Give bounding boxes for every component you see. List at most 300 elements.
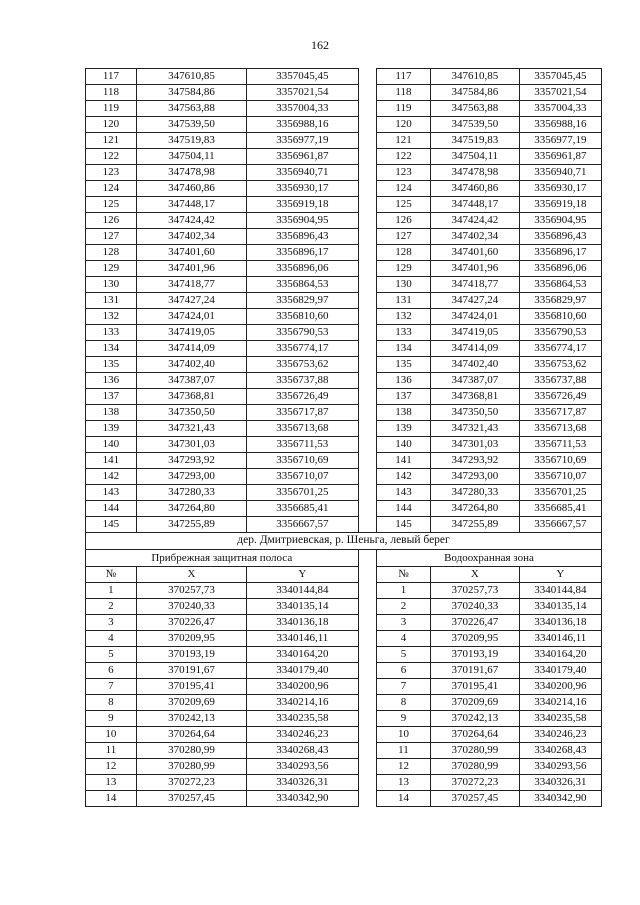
page-number: 162 <box>311 38 329 52</box>
point-number-cell: 7 <box>86 679 137 695</box>
point-number-cell: 14 <box>376 791 430 807</box>
x-coordinate-cell: 370272,23 <box>431 775 520 791</box>
y-coordinate-cell: 3356717,87 <box>247 405 358 421</box>
column-gap <box>358 181 376 197</box>
column-gap <box>358 213 376 229</box>
section-title: дер. Дмитриевская, р. Шеньга, левый берег <box>86 533 602 550</box>
x-coordinate-cell: 347448,17 <box>136 197 246 213</box>
point-number-cell: 133 <box>376 325 430 341</box>
x-coordinate-cell: 370280,99 <box>136 759 246 775</box>
x-coordinate-cell: 370242,13 <box>136 711 246 727</box>
point-number-cell: 132 <box>86 309 137 325</box>
column-gap <box>358 229 376 245</box>
y-coordinate-cell: 3356961,87 <box>247 149 358 165</box>
column-gap <box>358 485 376 501</box>
y-coordinate-cell: 3340342,90 <box>247 791 358 807</box>
x-coordinate-cell: 347424,01 <box>431 309 520 325</box>
point-number-cell: 133 <box>86 325 137 341</box>
x-coordinate-cell: 347519,83 <box>136 133 246 149</box>
x-coordinate-cell: 347419,05 <box>136 325 246 341</box>
point-number-cell: 120 <box>86 117 137 133</box>
x-coordinate-cell: 370209,95 <box>136 631 246 647</box>
x-coordinate-cell: 347504,11 <box>431 149 520 165</box>
table-row <box>86 373 602 389</box>
point-number-cell: 144 <box>376 501 430 517</box>
y-coordinate-cell: 3357004,33 <box>247 101 358 117</box>
table-row <box>86 117 602 133</box>
y-coordinate-cell: 3340146,11 <box>519 631 601 647</box>
y-coordinate-cell: 3356667,57 <box>247 517 358 533</box>
y-coordinate-cell: 3356753,62 <box>247 357 358 373</box>
y-coordinate-cell: 3356940,71 <box>519 165 601 181</box>
x-coordinate-cell: 347460,86 <box>431 181 520 197</box>
x-coordinate-cell: 347539,50 <box>431 117 520 133</box>
x-coordinate-cell: 347402,34 <box>431 229 520 245</box>
table-row <box>86 261 602 277</box>
y-coordinate-cell: 3356711,53 <box>247 437 358 453</box>
table-row <box>86 583 602 599</box>
column-gap <box>358 631 376 647</box>
header-x-right: X <box>431 567 520 583</box>
column-gap <box>358 101 376 117</box>
point-number-cell: 10 <box>86 727 137 743</box>
y-coordinate-cell: 3340214,16 <box>519 695 601 711</box>
x-coordinate-cell: 347414,09 <box>431 341 520 357</box>
left-zone-title: Прибрежная защитная полоса <box>86 550 359 567</box>
point-number-cell: 6 <box>376 663 430 679</box>
y-coordinate-cell: 3356919,18 <box>247 197 358 213</box>
y-coordinate-cell: 3356988,16 <box>247 117 358 133</box>
y-coordinate-cell: 3356896,06 <box>247 261 358 277</box>
point-number-cell: 129 <box>376 261 430 277</box>
table-row <box>86 743 602 759</box>
x-coordinate-cell: 347427,24 <box>431 293 520 309</box>
x-coordinate-cell: 347255,89 <box>136 517 246 533</box>
point-number-cell: 123 <box>86 165 137 181</box>
table-row <box>86 695 602 711</box>
y-coordinate-cell: 3356904,95 <box>519 213 601 229</box>
header-y-left: Y <box>247 567 358 583</box>
point-number-cell: 5 <box>86 647 137 663</box>
table-row <box>86 389 602 405</box>
column-gap <box>358 517 376 533</box>
table-row <box>86 599 602 615</box>
point-number-cell: 139 <box>86 421 137 437</box>
y-coordinate-cell: 3356896,17 <box>247 245 358 261</box>
column-gap <box>358 277 376 293</box>
x-coordinate-cell: 370226,47 <box>431 615 520 631</box>
y-coordinate-cell: 3356930,17 <box>519 181 601 197</box>
column-gap <box>358 453 376 469</box>
y-coordinate-cell: 3356829,97 <box>247 293 358 309</box>
point-number-cell: 138 <box>376 405 430 421</box>
x-coordinate-cell: 347321,43 <box>431 421 520 437</box>
table-row <box>86 293 602 309</box>
y-coordinate-cell: 3357021,54 <box>247 85 358 101</box>
point-number-cell: 135 <box>376 357 430 373</box>
x-coordinate-cell: 347402,40 <box>431 357 520 373</box>
point-number-cell: 122 <box>86 149 137 165</box>
x-coordinate-cell: 370209,69 <box>136 695 246 711</box>
y-coordinate-cell: 3340268,43 <box>519 743 601 759</box>
y-coordinate-cell: 3356790,53 <box>519 325 601 341</box>
column-gap <box>358 711 376 727</box>
x-coordinate-cell: 347368,81 <box>136 389 246 405</box>
point-number-cell: 5 <box>376 647 430 663</box>
y-coordinate-cell: 3340342,90 <box>519 791 601 807</box>
point-number-cell: 14 <box>86 791 137 807</box>
y-coordinate-cell: 3340144,84 <box>247 583 358 599</box>
y-coordinate-cell: 3340235,58 <box>519 711 601 727</box>
x-coordinate-cell: 347368,81 <box>431 389 520 405</box>
y-coordinate-cell: 3356774,17 <box>519 341 601 357</box>
column-gap <box>358 325 376 341</box>
column-gap <box>358 583 376 599</box>
point-number-cell: 121 <box>376 133 430 149</box>
table-row <box>86 501 602 517</box>
x-coordinate-cell: 370280,99 <box>431 759 520 775</box>
table-row <box>86 149 602 165</box>
point-number-cell: 8 <box>86 695 137 711</box>
x-coordinate-cell: 347293,92 <box>431 453 520 469</box>
x-coordinate-cell: 370193,19 <box>136 647 246 663</box>
y-coordinate-cell: 3357021,54 <box>519 85 601 101</box>
point-number-cell: 2 <box>86 599 137 615</box>
point-number-cell: 140 <box>86 437 137 453</box>
point-number-cell: 141 <box>86 453 137 469</box>
table-row <box>86 727 602 743</box>
table-row <box>86 341 602 357</box>
y-coordinate-cell: 3356896,43 <box>519 229 601 245</box>
column-gap <box>358 341 376 357</box>
x-coordinate-cell: 370193,19 <box>431 647 520 663</box>
y-coordinate-cell: 3356961,87 <box>519 149 601 165</box>
column-gap <box>358 550 376 567</box>
y-coordinate-cell: 3356713,68 <box>247 421 358 437</box>
point-number-cell: 142 <box>86 469 137 485</box>
point-number-cell: 117 <box>86 69 137 85</box>
column-gap <box>358 373 376 389</box>
y-coordinate-cell: 3356737,88 <box>247 373 358 389</box>
x-coordinate-cell: 347401,96 <box>136 261 246 277</box>
x-coordinate-cell: 347424,01 <box>136 309 246 325</box>
point-number-cell: 120 <box>376 117 430 133</box>
x-coordinate-cell: 370257,73 <box>431 583 520 599</box>
x-coordinate-cell: 347402,40 <box>136 357 246 373</box>
point-number-cell: 118 <box>376 85 430 101</box>
table-row <box>86 711 602 727</box>
point-number-cell: 8 <box>376 695 430 711</box>
table-row <box>86 357 602 373</box>
table-row <box>86 197 602 213</box>
x-coordinate-cell: 347293,92 <box>136 453 246 469</box>
point-number-cell: 11 <box>376 743 430 759</box>
point-number-cell: 143 <box>86 485 137 501</box>
x-coordinate-cell: 370226,47 <box>136 615 246 631</box>
point-number-cell: 137 <box>86 389 137 405</box>
x-coordinate-cell: 347419,05 <box>431 325 520 341</box>
y-coordinate-cell: 3356904,95 <box>247 213 358 229</box>
point-number-cell: 142 <box>376 469 430 485</box>
table-row <box>86 277 602 293</box>
y-coordinate-cell: 3356701,25 <box>247 485 358 501</box>
point-number-cell: 118 <box>86 85 137 101</box>
x-coordinate-cell: 347478,98 <box>431 165 520 181</box>
table-row <box>86 405 602 421</box>
x-coordinate-cell: 347280,33 <box>136 485 246 501</box>
point-number-cell: 12 <box>86 759 137 775</box>
y-coordinate-cell: 3356737,88 <box>519 373 601 389</box>
y-coordinate-cell: 3356977,19 <box>247 133 358 149</box>
point-number-cell: 129 <box>86 261 137 277</box>
table-row <box>86 245 602 261</box>
x-coordinate-cell: 347519,83 <box>431 133 520 149</box>
x-coordinate-cell: 347293,00 <box>136 469 246 485</box>
coordinates-table <box>85 68 602 807</box>
x-coordinate-cell: 347584,86 <box>431 85 520 101</box>
y-coordinate-cell: 3340179,40 <box>247 663 358 679</box>
point-number-cell: 136 <box>376 373 430 389</box>
x-coordinate-cell: 370257,45 <box>431 791 520 807</box>
point-number-cell: 125 <box>376 197 430 213</box>
x-coordinate-cell: 347401,60 <box>431 245 520 261</box>
x-coordinate-cell: 370264,64 <box>431 727 520 743</box>
column-gap <box>358 85 376 101</box>
x-coordinate-cell: 347424,42 <box>431 213 520 229</box>
point-number-cell: 119 <box>376 101 430 117</box>
y-coordinate-cell: 3356710,69 <box>247 453 358 469</box>
point-number-cell: 138 <box>86 405 137 421</box>
y-coordinate-cell: 3356919,18 <box>519 197 601 213</box>
y-coordinate-cell: 3356930,17 <box>247 181 358 197</box>
x-coordinate-cell: 347504,11 <box>136 149 246 165</box>
x-coordinate-cell: 347414,09 <box>136 341 246 357</box>
y-coordinate-cell: 3340136,18 <box>519 615 601 631</box>
x-coordinate-cell: 347418,77 <box>136 277 246 293</box>
table-row <box>86 133 602 149</box>
point-number-cell: 143 <box>376 485 430 501</box>
column-gap <box>358 197 376 213</box>
x-coordinate-cell: 370240,33 <box>431 599 520 615</box>
header-x-left: X <box>136 567 246 583</box>
table-row <box>86 679 602 695</box>
x-coordinate-cell: 370195,41 <box>431 679 520 695</box>
point-number-cell: 3 <box>376 615 430 631</box>
x-coordinate-cell: 347584,86 <box>136 85 246 101</box>
y-coordinate-cell: 3340144,84 <box>519 583 601 599</box>
y-coordinate-cell: 3356864,53 <box>247 277 358 293</box>
x-coordinate-cell: 347293,00 <box>431 469 520 485</box>
x-coordinate-cell: 347539,50 <box>136 117 246 133</box>
table-row <box>86 775 602 791</box>
column-gap <box>358 727 376 743</box>
point-number-cell: 141 <box>376 453 430 469</box>
y-coordinate-cell: 3340136,18 <box>247 615 358 631</box>
x-coordinate-cell: 347321,43 <box>136 421 246 437</box>
column-gap <box>358 567 376 583</box>
table-row <box>86 165 602 181</box>
point-number-cell: 126 <box>376 213 430 229</box>
right-zone-title: Водоохранная зона <box>376 550 601 567</box>
y-coordinate-cell: 3340246,23 <box>519 727 601 743</box>
table-row <box>86 615 602 631</box>
column-gap <box>358 133 376 149</box>
y-coordinate-cell: 3356829,97 <box>519 293 601 309</box>
x-coordinate-cell: 347427,24 <box>136 293 246 309</box>
y-coordinate-cell: 3356710,07 <box>519 469 601 485</box>
point-number-cell: 1 <box>86 583 137 599</box>
column-gap <box>358 69 376 85</box>
table-row <box>86 437 602 453</box>
table-row <box>86 485 602 501</box>
y-coordinate-cell: 3340164,20 <box>247 647 358 663</box>
point-number-cell: 12 <box>376 759 430 775</box>
x-coordinate-cell: 370240,33 <box>136 599 246 615</box>
table-row <box>86 663 602 679</box>
y-coordinate-cell: 3356790,53 <box>247 325 358 341</box>
y-coordinate-cell: 3356940,71 <box>247 165 358 181</box>
x-coordinate-cell: 347350,50 <box>431 405 520 421</box>
x-coordinate-cell: 370280,99 <box>136 743 246 759</box>
y-coordinate-cell: 3340214,16 <box>247 695 358 711</box>
y-coordinate-cell: 3340200,96 <box>519 679 601 695</box>
x-coordinate-cell: 347563,88 <box>431 101 520 117</box>
x-coordinate-cell: 347610,85 <box>136 69 246 85</box>
y-coordinate-cell: 3357045,45 <box>247 69 358 85</box>
table-row <box>86 309 602 325</box>
point-number-cell: 130 <box>86 277 137 293</box>
point-number-cell: 144 <box>86 501 137 517</box>
table-row <box>86 791 602 807</box>
point-number-cell: 139 <box>376 421 430 437</box>
x-coordinate-cell: 347255,89 <box>431 517 520 533</box>
y-coordinate-cell: 3340135,14 <box>247 599 358 615</box>
x-coordinate-cell: 347478,98 <box>136 165 246 181</box>
y-coordinate-cell: 3356774,17 <box>247 341 358 357</box>
table-row <box>86 759 602 775</box>
y-coordinate-cell: 3356977,19 <box>519 133 601 149</box>
top-rows <box>86 69 602 533</box>
header-num-left: № <box>86 567 137 583</box>
y-coordinate-cell: 3357045,45 <box>519 69 601 85</box>
y-coordinate-cell: 3340293,56 <box>247 759 358 775</box>
point-number-cell: 124 <box>376 181 430 197</box>
y-coordinate-cell: 3356685,41 <box>519 501 601 517</box>
point-number-cell: 127 <box>86 229 137 245</box>
table-row <box>86 229 602 245</box>
column-gap <box>358 501 376 517</box>
point-number-cell: 121 <box>86 133 137 149</box>
point-number-cell: 124 <box>86 181 137 197</box>
y-coordinate-cell: 3340326,31 <box>519 775 601 791</box>
point-number-cell: 135 <box>86 357 137 373</box>
column-gap <box>358 389 376 405</box>
x-coordinate-cell: 347401,60 <box>136 245 246 261</box>
y-coordinate-cell: 3356810,60 <box>247 309 358 325</box>
y-coordinate-cell: 3356896,17 <box>519 245 601 261</box>
x-coordinate-cell: 347401,96 <box>431 261 520 277</box>
point-number-cell: 128 <box>376 245 430 261</box>
x-coordinate-cell: 347350,50 <box>136 405 246 421</box>
point-number-cell: 140 <box>376 437 430 453</box>
y-coordinate-cell: 3356717,87 <box>519 405 601 421</box>
y-coordinate-cell: 3340293,56 <box>519 759 601 775</box>
point-number-cell: 9 <box>86 711 137 727</box>
point-number-cell: 13 <box>86 775 137 791</box>
point-number-cell: 131 <box>86 293 137 309</box>
column-gap <box>358 469 376 485</box>
column-gap <box>358 117 376 133</box>
x-coordinate-cell: 347424,42 <box>136 213 246 229</box>
y-coordinate-cell: 3356685,41 <box>247 501 358 517</box>
y-coordinate-cell: 3356713,68 <box>519 421 601 437</box>
y-coordinate-cell: 3356726,49 <box>519 389 601 405</box>
point-number-cell: 9 <box>376 711 430 727</box>
x-coordinate-cell: 347301,03 <box>431 437 520 453</box>
x-coordinate-cell: 370264,64 <box>136 727 246 743</box>
point-number-cell: 2 <box>376 599 430 615</box>
column-gap <box>358 293 376 309</box>
column-gap <box>358 679 376 695</box>
point-number-cell: 11 <box>86 743 137 759</box>
y-coordinate-cell: 3340326,31 <box>247 775 358 791</box>
x-coordinate-cell: 370209,95 <box>431 631 520 647</box>
x-coordinate-cell: 347610,85 <box>431 69 520 85</box>
x-coordinate-cell: 370195,41 <box>136 679 246 695</box>
point-number-cell: 137 <box>376 389 430 405</box>
column-gap <box>358 663 376 679</box>
point-number-cell: 132 <box>376 309 430 325</box>
y-coordinate-cell: 3340246,23 <box>247 727 358 743</box>
x-coordinate-cell: 347402,34 <box>136 229 246 245</box>
y-coordinate-cell: 3340135,14 <box>519 599 601 615</box>
column-gap <box>358 615 376 631</box>
x-coordinate-cell: 370257,45 <box>136 791 246 807</box>
column-gap <box>358 165 376 181</box>
x-coordinate-cell: 347460,86 <box>136 181 246 197</box>
y-coordinate-cell: 3357004,33 <box>519 101 601 117</box>
column-gap <box>358 695 376 711</box>
y-coordinate-cell: 3356711,53 <box>519 437 601 453</box>
column-gap <box>358 599 376 615</box>
column-gap <box>358 149 376 165</box>
y-coordinate-cell: 3356864,53 <box>519 277 601 293</box>
table-row <box>86 213 602 229</box>
x-coordinate-cell: 347448,17 <box>431 197 520 213</box>
y-coordinate-cell: 3356667,57 <box>519 517 601 533</box>
x-coordinate-cell: 347563,88 <box>136 101 246 117</box>
table-row <box>86 325 602 341</box>
y-coordinate-cell: 3340200,96 <box>247 679 358 695</box>
y-coordinate-cell: 3356726,49 <box>247 389 358 405</box>
y-coordinate-cell: 3356988,16 <box>519 117 601 133</box>
table-row <box>86 69 602 85</box>
x-coordinate-cell: 370191,67 <box>136 663 246 679</box>
point-number-cell: 122 <box>376 149 430 165</box>
point-number-cell: 130 <box>376 277 430 293</box>
section-header <box>86 533 602 583</box>
point-number-cell: 7 <box>376 679 430 695</box>
point-number-cell: 4 <box>376 631 430 647</box>
table-row <box>86 85 602 101</box>
y-coordinate-cell: 3356710,07 <box>247 469 358 485</box>
table-row <box>86 517 602 533</box>
point-number-cell: 134 <box>376 341 430 357</box>
column-gap <box>358 743 376 759</box>
point-number-cell: 123 <box>376 165 430 181</box>
point-number-cell: 6 <box>86 663 137 679</box>
point-number-cell: 136 <box>86 373 137 389</box>
